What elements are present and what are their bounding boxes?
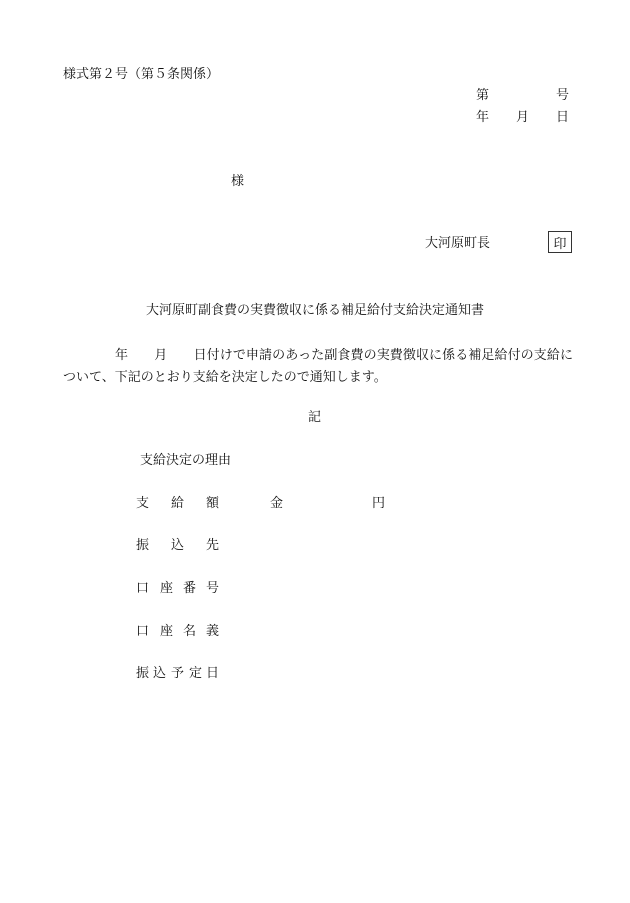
- transfer-date-label-3: 予: [171, 666, 185, 681]
- account-number-label-3: 番: [183, 581, 197, 596]
- date-day: 日: [556, 110, 570, 125]
- doc-number-suffix: 号: [556, 88, 570, 103]
- amount-unit: 円: [372, 496, 386, 511]
- document-title: 大河原町副食費の実費徴収に係る補足給付支給決定通知書: [146, 303, 485, 318]
- amount-prefix: 金: [270, 496, 284, 511]
- doc-number-prefix: 第: [476, 88, 490, 103]
- account-name-label-3: 名: [183, 624, 197, 639]
- transfer-to-label-2: 込: [171, 538, 185, 553]
- body-month: 月: [154, 348, 168, 363]
- account-name-label-1: 口: [136, 624, 150, 639]
- date-year: 年: [476, 110, 490, 125]
- transfer-date-label-5: 日: [206, 666, 220, 681]
- account-number-label-4: 号: [206, 581, 220, 596]
- amount-label-3: 額: [206, 496, 220, 511]
- date-month: 月: [516, 110, 530, 125]
- transfer-to-label-1: 振: [136, 538, 150, 553]
- amount-label-2: 給: [171, 496, 185, 511]
- ki-heading: 記: [308, 410, 322, 425]
- issuer-title: 大河原町長: [425, 236, 491, 251]
- account-name-label-4: 義: [206, 624, 220, 639]
- transfer-date-label-4: 定: [189, 666, 203, 681]
- account-name-label-2: 座: [160, 624, 174, 639]
- amount-label-1: 支: [136, 496, 150, 511]
- account-number-label-2: 座: [160, 581, 174, 596]
- seal-text: 印: [553, 236, 567, 252]
- transfer-to-label-3: 先: [206, 538, 220, 553]
- body-rest: 日付けで申請のあった副食費の実費徴収に係る補足給付の支給について、下記のとおり支給を決定したので通知します。: [63, 348, 573, 385]
- form-label: 様式第２号（第５条関係）: [63, 67, 220, 82]
- transfer-date-label-1: 振: [136, 666, 150, 681]
- body-text: [63, 345, 573, 389]
- body-year: 年: [115, 348, 129, 363]
- addressee-suffix: 様: [231, 174, 245, 189]
- account-number-label-1: 口: [136, 581, 150, 596]
- transfer-date-label-2: 込: [153, 666, 167, 681]
- seal-box: [548, 231, 572, 253]
- reason-label: 支給決定の理由: [140, 453, 232, 468]
